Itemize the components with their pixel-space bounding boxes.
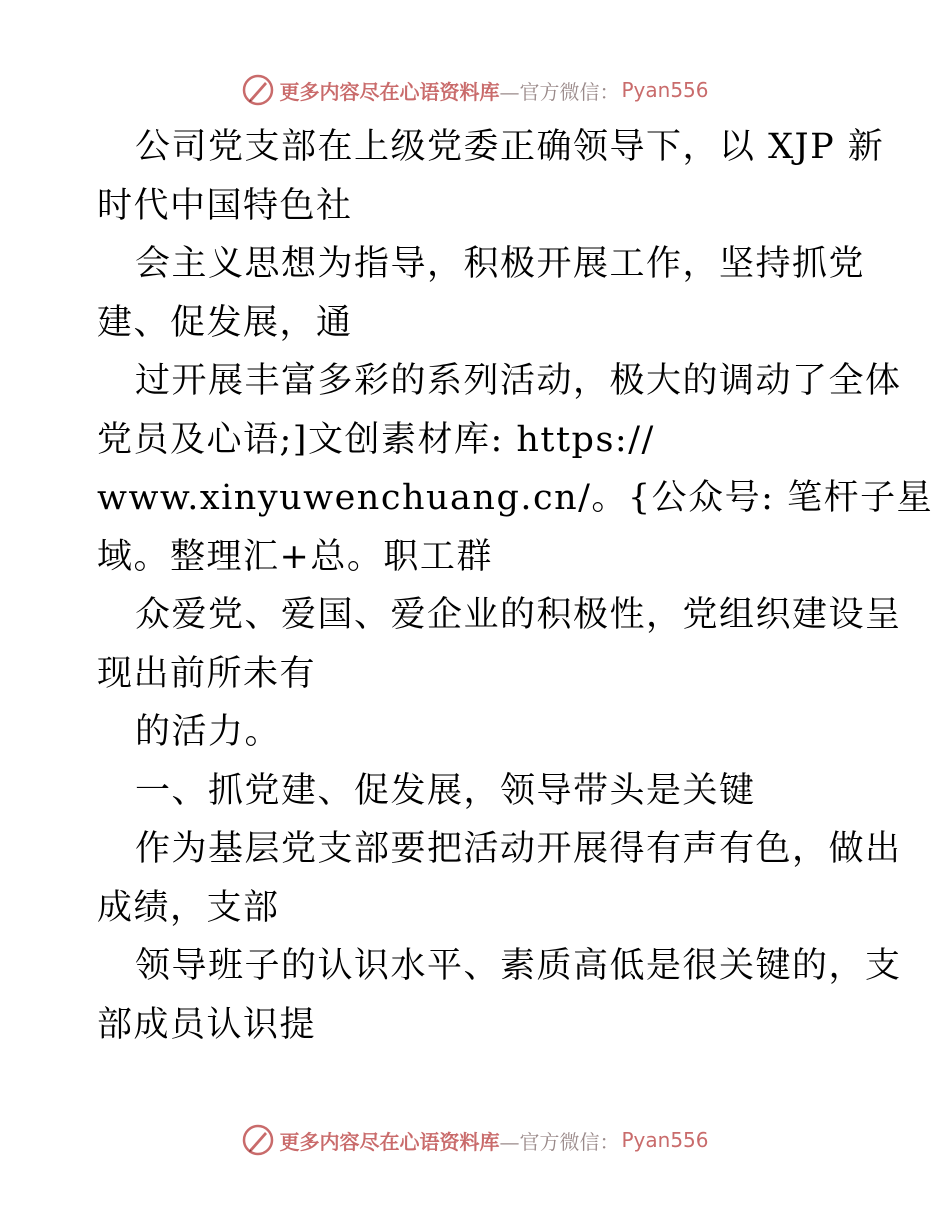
text-line: 的活力。 bbox=[135, 712, 282, 752]
watermark-wechat-id: Pyan556 bbox=[621, 78, 709, 102]
text-line: 过开展丰富多彩的系列活动，极大的调动了全体 bbox=[135, 361, 902, 401]
watermark-brand: 更多内容尽在心语资料库 bbox=[279, 79, 500, 104]
footer-watermark bbox=[0, 1120, 950, 1160]
text-line: 现出前所未有 bbox=[97, 653, 317, 694]
text-line: 部成员认识提 bbox=[97, 1004, 317, 1045]
watermark-wechat-id: Pyan556 bbox=[621, 1128, 709, 1152]
quill-logo-icon bbox=[241, 73, 275, 107]
quill-logo-icon bbox=[241, 1123, 275, 1157]
text-line: 域。整理汇+总。职工群 bbox=[97, 536, 493, 577]
text-line: www.xinyuwenchuang.cn/。{公众号: 笔杆子星 bbox=[97, 478, 934, 518]
watermark-brand: 更多内容尽在心语资料库 bbox=[279, 1129, 500, 1154]
text-line: 建、促发展，通 bbox=[97, 302, 353, 343]
document-body bbox=[97, 118, 934, 1054]
watermark-separator: —官方微信： bbox=[499, 1129, 620, 1154]
text-line: 作为基层党支部要把活动开展得有声有色，做出 bbox=[135, 829, 902, 869]
text-line: 会主义思想为指导，积极开展工作，坚持抓党 bbox=[135, 244, 866, 284]
text-line: 成绩，支部 bbox=[97, 887, 280, 928]
text-line: 众爱党、爱国、爱企业的积极性，党组织建设呈 bbox=[135, 595, 902, 635]
text-line: 一、抓党建、促发展，领导带头是关键 bbox=[135, 770, 756, 811]
header-watermark bbox=[0, 70, 950, 110]
text-line: 领导班子的认识水平、素质高低是很关键的，支 bbox=[135, 946, 902, 986]
watermark-separator: —官方微信： bbox=[499, 79, 620, 104]
text-line: 党员及心语;]文创素材库: https:// bbox=[97, 419, 655, 460]
text-line: 公司党支部在上级党委正确领导下，以 XJP 新 bbox=[135, 127, 885, 167]
text-line: 时代中国特色社 bbox=[97, 185, 353, 226]
